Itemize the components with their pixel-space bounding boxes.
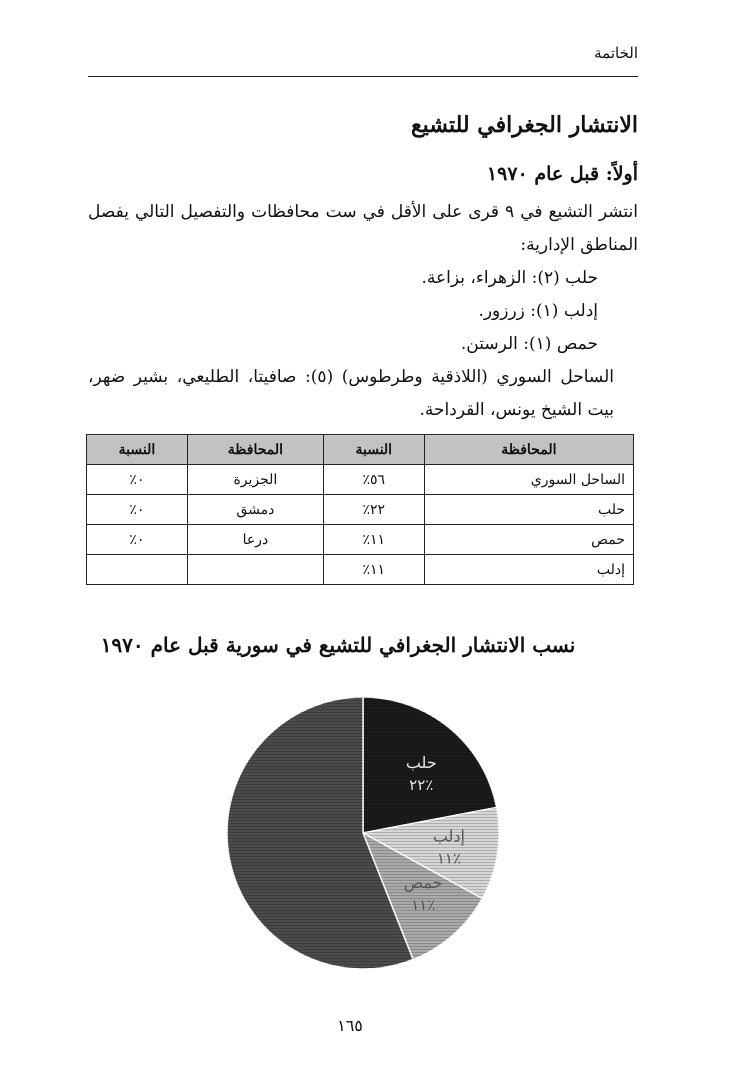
table-header: المحافظة bbox=[424, 435, 633, 465]
paragraph-aleppo: حلب (٢): الزهراء، بزاعة. bbox=[421, 268, 598, 288]
table-header: المحافظة bbox=[187, 435, 323, 465]
table-cell: الجزيرة bbox=[187, 465, 323, 495]
table-cell: ٢٢٪ bbox=[323, 495, 424, 525]
table-cell: ١١٪ bbox=[323, 555, 424, 585]
table-cell: دمشق bbox=[187, 495, 323, 525]
table-header-row bbox=[87, 435, 634, 465]
table-row bbox=[87, 525, 634, 555]
table-cell: ٠٪ bbox=[87, 465, 188, 495]
table-cell: حمص bbox=[424, 525, 633, 555]
body-text bbox=[88, 196, 638, 427]
table-cell: الساحل السوري bbox=[424, 465, 633, 495]
pie-slice-label: حلب bbox=[405, 753, 437, 773]
pie-slice-value-label: ٢٢٪ bbox=[409, 776, 434, 795]
table-cell: ٠٪ bbox=[87, 495, 188, 525]
paragraph-intro: انتشر التشيع في ٩ قرى على الأقل في ست محافظات والتفصيل التالي يفصل المناطق الإدارية: bbox=[88, 202, 638, 255]
table-cell: حلب bbox=[424, 495, 633, 525]
pie-slice-value-label: ١١٪ bbox=[411, 896, 436, 915]
distribution-table bbox=[86, 434, 634, 585]
table-cell: درعا bbox=[187, 525, 323, 555]
table-cell: ٥٦٪ bbox=[323, 465, 424, 495]
pie-slice-label: حمص bbox=[403, 873, 443, 893]
pie-chart bbox=[218, 688, 508, 978]
subheading: أولاً: قبل عام ١٩٧٠ bbox=[486, 163, 638, 185]
table-cell: ٠٪ bbox=[87, 525, 188, 555]
table-cell: إدلب bbox=[424, 555, 633, 585]
paragraph-homs: حمص (١): الرستن. bbox=[460, 334, 598, 354]
pie-slice-label: إدلب bbox=[432, 826, 465, 846]
table-cell bbox=[87, 555, 188, 585]
table-row bbox=[87, 495, 634, 525]
chart-title: نسب الانتشار الجغرافي للتشيع في سورية قبل عام ١٩٧٠ bbox=[100, 633, 576, 657]
page-number: ١٦٥ bbox=[337, 1016, 363, 1035]
table-cell bbox=[187, 555, 323, 585]
table-cell: ١١٪ bbox=[323, 525, 424, 555]
table-header: النسبة bbox=[87, 435, 188, 465]
table-row bbox=[87, 555, 634, 585]
running-head: الخاتمة bbox=[594, 44, 638, 62]
paragraph-coast: الساحل السوري (اللاذقية وطرطوس) (٥): صافيتا، الطليعي، بشير ضهر، بيت الشيخ يونس، القرداحة. bbox=[88, 367, 615, 420]
pie-slice-value-label: ١١٪ bbox=[436, 849, 462, 868]
table-row bbox=[87, 465, 634, 495]
paragraph-idlib: إدلب (١): زرزور. bbox=[478, 301, 598, 321]
section-title: الانتشار الجغرافي للتشيع bbox=[410, 112, 638, 138]
header-rule bbox=[88, 76, 638, 77]
table-header: النسبة bbox=[323, 435, 424, 465]
